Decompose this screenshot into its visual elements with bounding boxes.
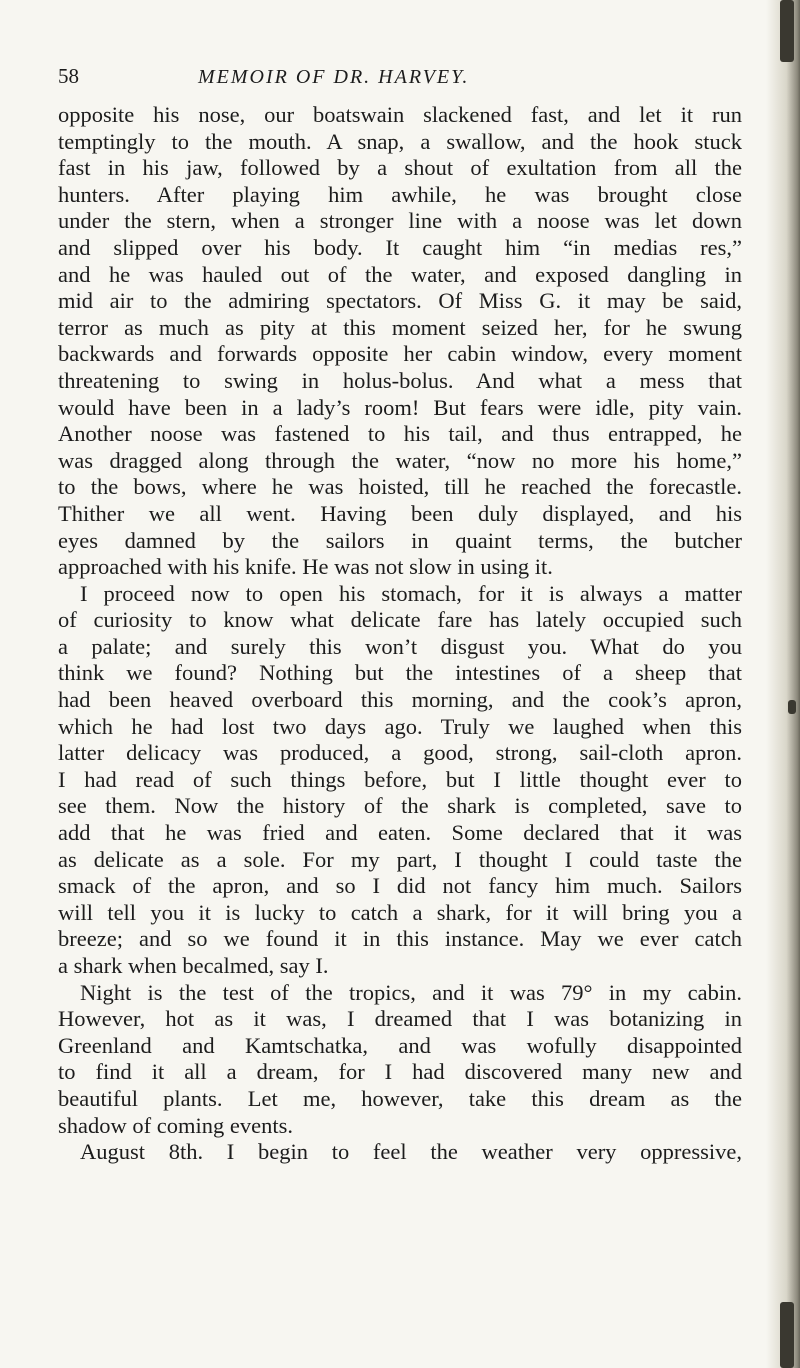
text-line: which he had lost two days ago. Truly we laughed when this xyxy=(58,713,742,739)
text-line: latter delicacy was produced, a good, strong, sail-cloth apron. xyxy=(58,740,742,766)
running-head: MEMOIR OF DR. HARVEY. xyxy=(198,66,470,88)
text-line: as delicate as a sole. For my part, I thought I could taste the xyxy=(58,846,742,872)
text-line: a shark when becalmed, say I. xyxy=(58,953,329,978)
text-line: I had read of such things before, but I little thought ever to xyxy=(58,766,742,792)
text-line: and he was hauled out of the water, and exposed dangling in xyxy=(58,261,742,287)
text-line: fast in his jaw, followed by a shout of exultation from all the xyxy=(58,155,742,181)
book-spine-shadow xyxy=(766,0,800,1368)
text-line: mid air to the admiring spectators. Of Miss G. it may be said, xyxy=(58,288,742,314)
text-line: hunters. After playing him awhile, he was brought close xyxy=(58,181,742,207)
text-line: add that he was fried and eaten. Some declared that it was xyxy=(58,820,742,846)
text-line: and slipped over his body. It caught him “in medias res,” xyxy=(58,234,742,260)
text-line: see them. Now the history of the shark is completed, save to xyxy=(58,793,742,819)
text-line: August 8th. I begin to feel the weather very oppressive, xyxy=(80,1139,742,1165)
text-line: would have been in a lady’s room! But fears were idle, pity vain. xyxy=(58,394,742,420)
text-line: threatening to swing in holus-bolus. And what a mess that xyxy=(58,367,742,393)
text-line: think we found? Nothing but the intestines of a sheep that xyxy=(58,660,742,686)
text-line: smack of the apron, and so I did not fancy him much. Sailors xyxy=(58,873,742,899)
text-line: shadow of coming events. xyxy=(58,1112,293,1138)
text-line: to find it all a dream, for I had discovered many new and xyxy=(58,1059,742,1085)
text-line: backwards and forwards opposite her cabin window, every moment xyxy=(58,341,742,367)
text-line: of curiosity to know what delicate fare has lately occupied such xyxy=(58,607,742,633)
text-line: to the bows, where he was hoisted, till he reached the forecastle. xyxy=(58,474,742,500)
text-line: temptingly to the mouth. A snap, a swallow, and the hook stuck xyxy=(58,128,742,154)
text-line: opposite his nose, our boatswain slackened fast, and let it run xyxy=(58,102,742,127)
text-line: Greenland and Kamtschatka, and was wofully disappointed xyxy=(58,1032,742,1058)
text-line: Another noose was fastened to his tail, and thus entrapped, he xyxy=(58,421,742,447)
text-line: Night is the test of the tropics, and it was 79° in my cabin. xyxy=(80,979,742,1005)
text-line: beautiful plants. Let me, however, take this dream as the xyxy=(58,1085,742,1111)
text-line: will tell you it is lucky to catch a shark, for it will bring you a xyxy=(58,899,742,925)
text-line: eyes damned by the sailors in quaint terms, the butcher xyxy=(58,527,742,553)
spine-mark xyxy=(780,1302,794,1368)
page-header xyxy=(58,64,744,94)
text-line: a palate; and surely this won’t disgust you. What do you xyxy=(58,633,742,659)
page-number: 58 xyxy=(58,64,79,88)
text-line: was dragged along through the water, “now no more his home,” xyxy=(58,447,742,473)
text-line: approached with his knife. He was not slow in using it. xyxy=(58,554,553,580)
text-line: under the stern, when a stronger line with a noose was let down xyxy=(58,208,742,234)
text-line: breeze; and so we found it in this instance. May we ever catch xyxy=(58,926,742,952)
body-text xyxy=(58,102,742,1166)
spine-mark xyxy=(780,0,794,62)
spine-mark xyxy=(788,700,796,714)
text-line: terror as much as pity at this moment seized her, for he swung xyxy=(58,314,742,340)
text-line: I proceed now to open his stomach, for it is always a matter xyxy=(80,580,742,606)
text-line: Thither we all went. Having been duly displayed, and his xyxy=(58,500,742,526)
text-line: However, hot as it was, I dreamed that I was botanizing in xyxy=(58,1006,742,1032)
text-line: had been heaved overboard this morning, and the cook’s apron, xyxy=(58,687,742,713)
